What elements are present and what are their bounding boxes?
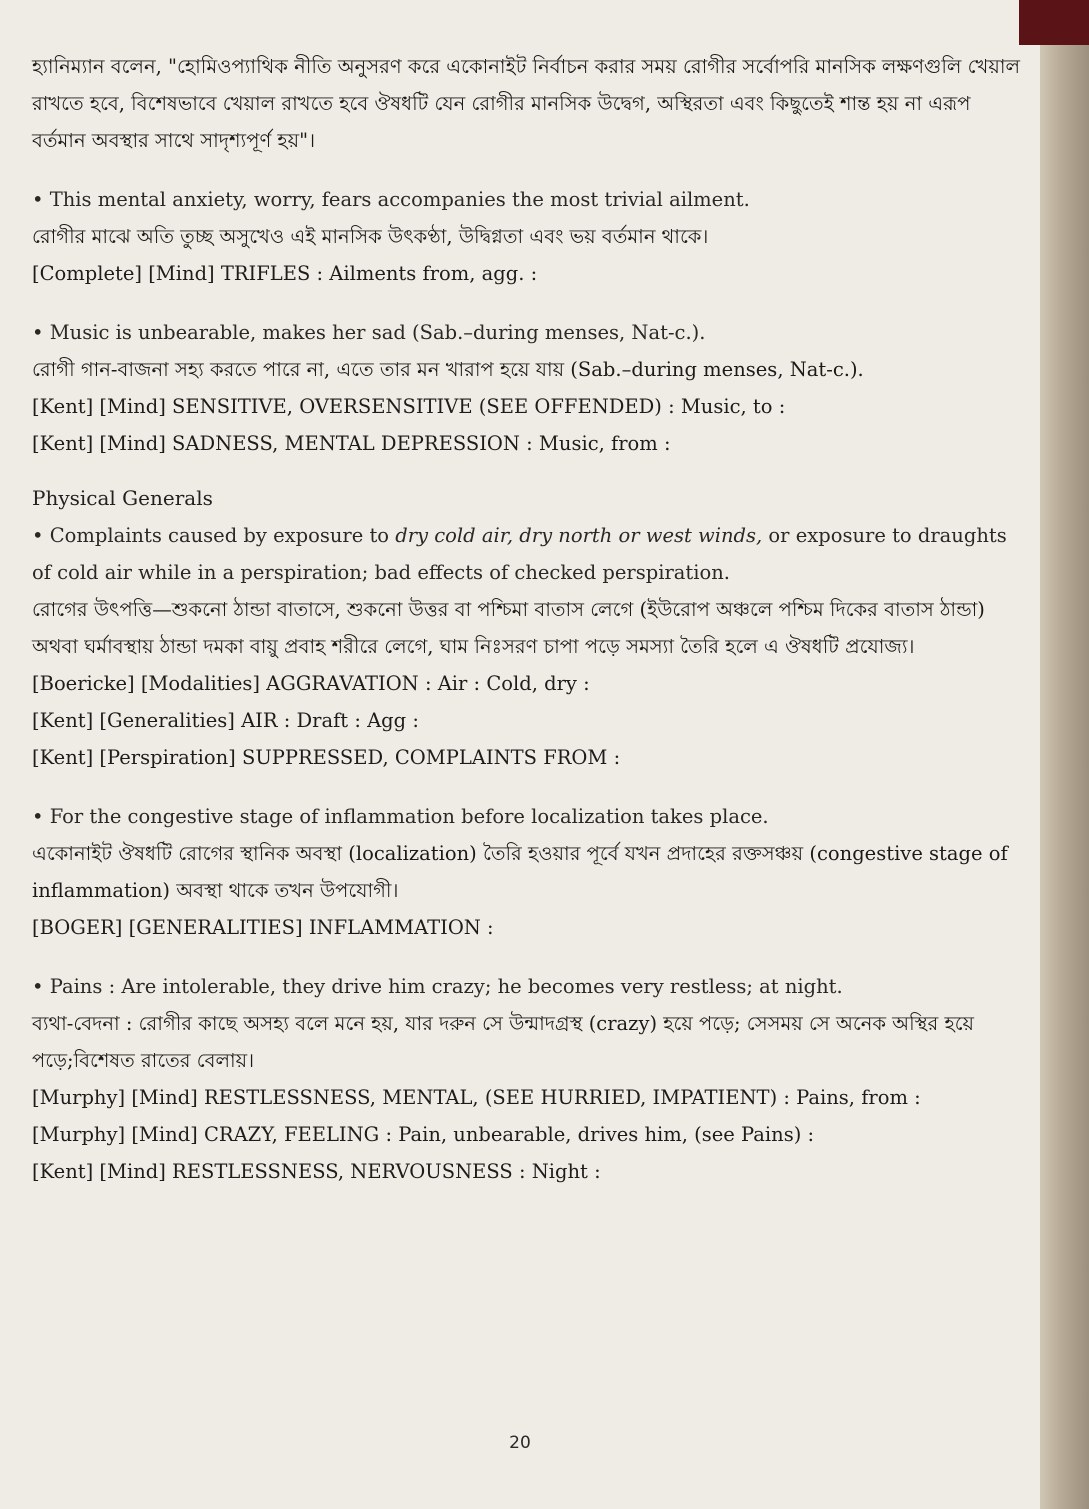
bullet-text: or exposure to draughts of cold air while in a perspiration; bad effects of checked perspiration. [32,524,1007,584]
section-heading: Physical Generals [32,486,213,510]
block-gap [32,292,1027,314]
bullet-point [32,517,1027,591]
repertory-rubric: [Murphy] [Mind] RESTLESSNESS, MENTAL, (SEE HURRIED, IMPATIENT) : Pains, from : [32,1086,921,1109]
bengali-paragraph: রোগী গান-বাজনা সহ্য করতে পারে না, এতে তার মন খারাপ হয়ে যায় (Sab.–during menses, Nat-c.). [32,358,864,381]
bengali-paragraph: একোনাইট ঔষধটি রোগের স্থানিক অবস্থা (localization) তৈরি হওয়ার পূর্বে যখন প্রদাহের রক্তসঞ্চয় (congestive stage of inflammation) অবস্থা থাকে তখন উপযোগী। [32,842,1008,902]
emphasis-text: dry north or west winds, [519,524,763,547]
repertory-rubric: [Boericke] [Modalities] AGGRAVATION : Air : Cold, dry : [32,672,590,695]
bullet-point: • This mental anxiety, worry, fears accompanies the most trivial ailment. [32,181,1027,218]
block-gap [32,776,1027,798]
bengali-paragraph: হ্যানিম্যান বলেন, "হোমিওপ্যাথিক নীতি অনুসরণ করে একোনাইট নির্বাচন করার সময় রোগীর সর্বোপরি মানসিক লক্ষণগুলি খেয়াল রাখতে হবে, বিশেষভাবে খেয়াল রাখতে হবে ঔষধটি যেন রোগীর মানসিক উদ্বেগ, অস্থিরতা এবং কিছুতেই শান্ত হয় না এরূপ বর্তমান অবস্থার সাথে সাদৃশ্যপূর্ণ হয়"। [32,55,1021,152]
repertory-rubric: [Complete] [Mind] TRIFLES : Ailments from, agg. : [32,262,538,285]
repertory-rubric: [Kent] [Mind] RESTLESSNESS, NERVOUSNESS : Night : [32,1160,601,1183]
repertory-rubric: [Murphy] [Mind] CRAZY, FEELING : Pain, unbearable, drives him, (see Pains) : [32,1123,815,1146]
block-gap [32,462,1027,476]
page-text-body [32,48,1027,1190]
repertory-rubric: [Kent] [Mind] SENSITIVE, OVERSENSITIVE (SEE OFFENDED) : Music, to : [32,395,786,418]
block-gap [32,946,1027,968]
block-gap [32,159,1027,181]
repertory-rubric: [Kent] [Generalities] AIR : Draft : Agg : [32,709,419,732]
bengali-paragraph: রোগীর মাঝে অতি তুচ্ছ অসুখেও এই মানসিক উৎকণ্ঠা, উদ্বিগ্নতা এবং ভয় বর্তমান থাকে। [32,225,709,248]
bullet-point: • For the congestive stage of inflammation before localization takes place. [32,798,1027,835]
cover-corner [1019,0,1089,45]
bengali-paragraph: ব্যথা-বেদনা : রোগীর কাছে অসহ্য বলে মনে হয়, যার দরুন সে উন্মাদগ্রস্থ (crazy) হয়ে পড়ে; সেসময় সে অনেক অস্থির হয়ে পড়ে;বিশেষত রাতের বেলায়। [32,1012,975,1072]
repertory-rubric: [BOGER] [GENERALITIES] INFLAMMATION : [32,916,494,939]
page-stack-edge [1040,30,1089,1509]
bullet-point: • Music is unbearable, makes her sad (Sab.–during menses, Nat-c.). [32,314,1027,351]
bullet-text: Complaints caused by exposure to [49,524,396,547]
repertory-rubric: [Kent] [Perspiration] SUPPRESSED, COMPLAINTS FROM : [32,746,621,769]
bullet-point: • Pains : Are intolerable, they drive him crazy; he becomes very restless; at night. [32,968,1027,1005]
bengali-paragraph: রোগের উৎপত্তি—শুকনো ঠান্ডা বাতাসে, শুকনো উত্তর বা পশ্চিমা বাতাস লেগে (ইউরোপ অঞ্চলে পশ্চিম দিকের বাতাস ঠান্ডা) অথবা ঘর্মাবস্থায় ঠান্ডা দমকা বায়ু প্রবাহ শরীরে লেগে, ঘাম নিঃসরণ চাপা পড়ে সমস্যা তৈরি হলে এ ঔষধটি প্রযোজ্য। [32,598,985,658]
emphasis-text: dry cold air, [395,524,514,547]
page-number: 20 [509,1433,531,1453]
repertory-rubric: [Kent] [Mind] SADNESS, MENTAL DEPRESSION : Music, from : [32,432,671,455]
